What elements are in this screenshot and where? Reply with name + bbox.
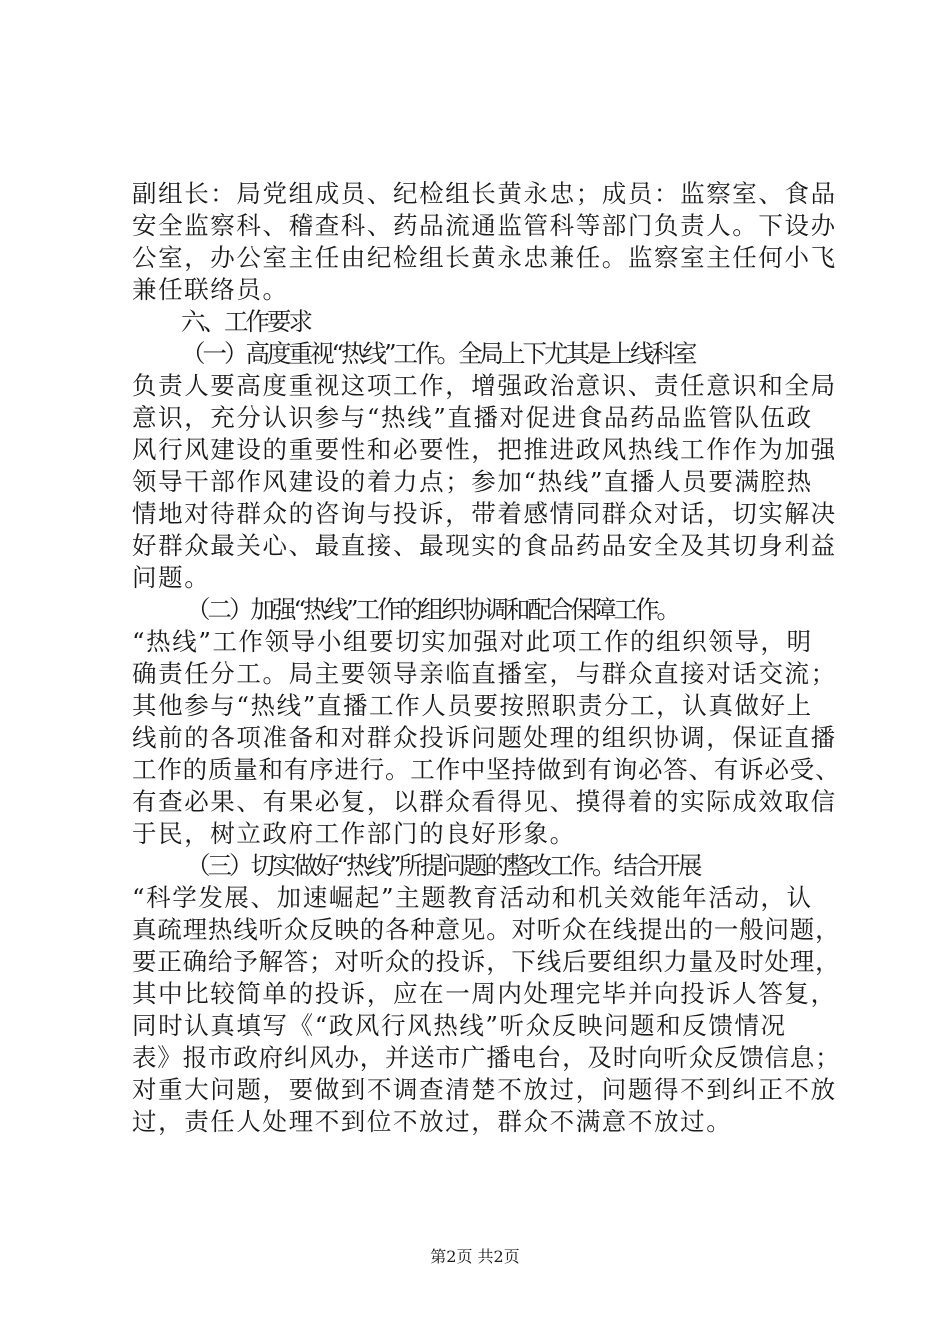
text-line: 好群众最关心、最直接、最现实的食品药品安全及其切身利益 <box>132 531 837 560</box>
text-line: 线前的各项准备和对群众投诉问题处理的组织协调，保证直播 <box>132 723 837 752</box>
text-line: 确责任分工。局主要领导亲临直播室，与群众直接对话交流； <box>132 659 837 688</box>
text-line: 表》报市政府纠风办，并送市广播电台，及时向听众反馈信息； <box>132 1043 841 1072</box>
text-line: 公室，办公室主任由纪检组长黄永忠兼任。监察室主任何小飞 <box>132 243 837 272</box>
page-number-footer: 第2页 共2页 <box>430 1247 520 1266</box>
text-line: 负责人要高度重视这项工作，增强政治意识、责任意识和全局 <box>132 371 837 400</box>
text-line: 其中比较简单的投诉，应在一周内处理完毕并向投诉人答复， <box>132 979 837 1008</box>
text-line: 其他参与“热线”直播工作人员要按照职责分工，认真做好上 <box>132 691 813 720</box>
text-line: 兼任联络员。 <box>132 275 289 304</box>
text-line: “科学发展、加速崛起”主题教育活动和机关效能年活动，认 <box>132 883 813 912</box>
text-line: 有查必果、有果必复，以群众看得见、摸得着的实际成效取信 <box>132 787 837 816</box>
text-line: 风行风建设的重要性和必要性，把推进政风热线工作作为加强 <box>132 435 837 464</box>
text-line: （三）切实做好“热线”所提问题的整改工作。结合开展 <box>186 851 700 880</box>
text-line: 真疏理热线听众反映的各种意见。对听众在线提出的一般问题， <box>132 915 841 944</box>
text-line: 领导干部作风建设的着力点；参加“热线”直播人员要满腔热 <box>132 467 813 496</box>
text-line: 要正确给予解答；对听众的投诉，下线后要组织力量及时处理， <box>132 947 841 976</box>
text-line: 副组长：局党组成员、纪检组长黄永忠；成员：监察室、食品 <box>132 179 837 208</box>
section-heading: 六、工作要求 <box>181 307 310 336</box>
text-line: （一）高度重视“热线”工作。全局上下尤其是上线科室 <box>181 339 695 368</box>
text-line: 同时认真填写《“政风行风热线”听众反映问题和反馈情况 <box>132 1011 787 1040</box>
text-line: 对重大问题，要做到不调查清楚不放过，问题得不到纠正不放 <box>132 1075 837 1104</box>
text-line: （二）加强“热线”工作的组织协调和配合保障工作。 <box>186 595 679 624</box>
text-line: 意识，充分认识参与“热线”直播对促进食品药品监管队伍政 <box>132 403 813 432</box>
text-line: 问题。 <box>132 563 211 592</box>
text-line: 安全监察科、稽查科、药品流通监管科等部门负责人。下设办 <box>132 211 837 240</box>
text-line: 过，责任人处理不到位不放过，群众不满意不放过。 <box>132 1107 733 1136</box>
text-line: “热线”工作领导小组要切实加强对此项工作的组织领导，明 <box>132 627 813 656</box>
text-line: 情地对待群众的咨询与投诉，带着感情同群众对话，切实解决 <box>132 499 837 528</box>
text-line: 工作的质量和有序进行。工作中坚持做到有询必答、有诉必受、 <box>132 755 841 784</box>
text-line: 于民，树立政府工作部门的良好形象。 <box>132 819 576 848</box>
